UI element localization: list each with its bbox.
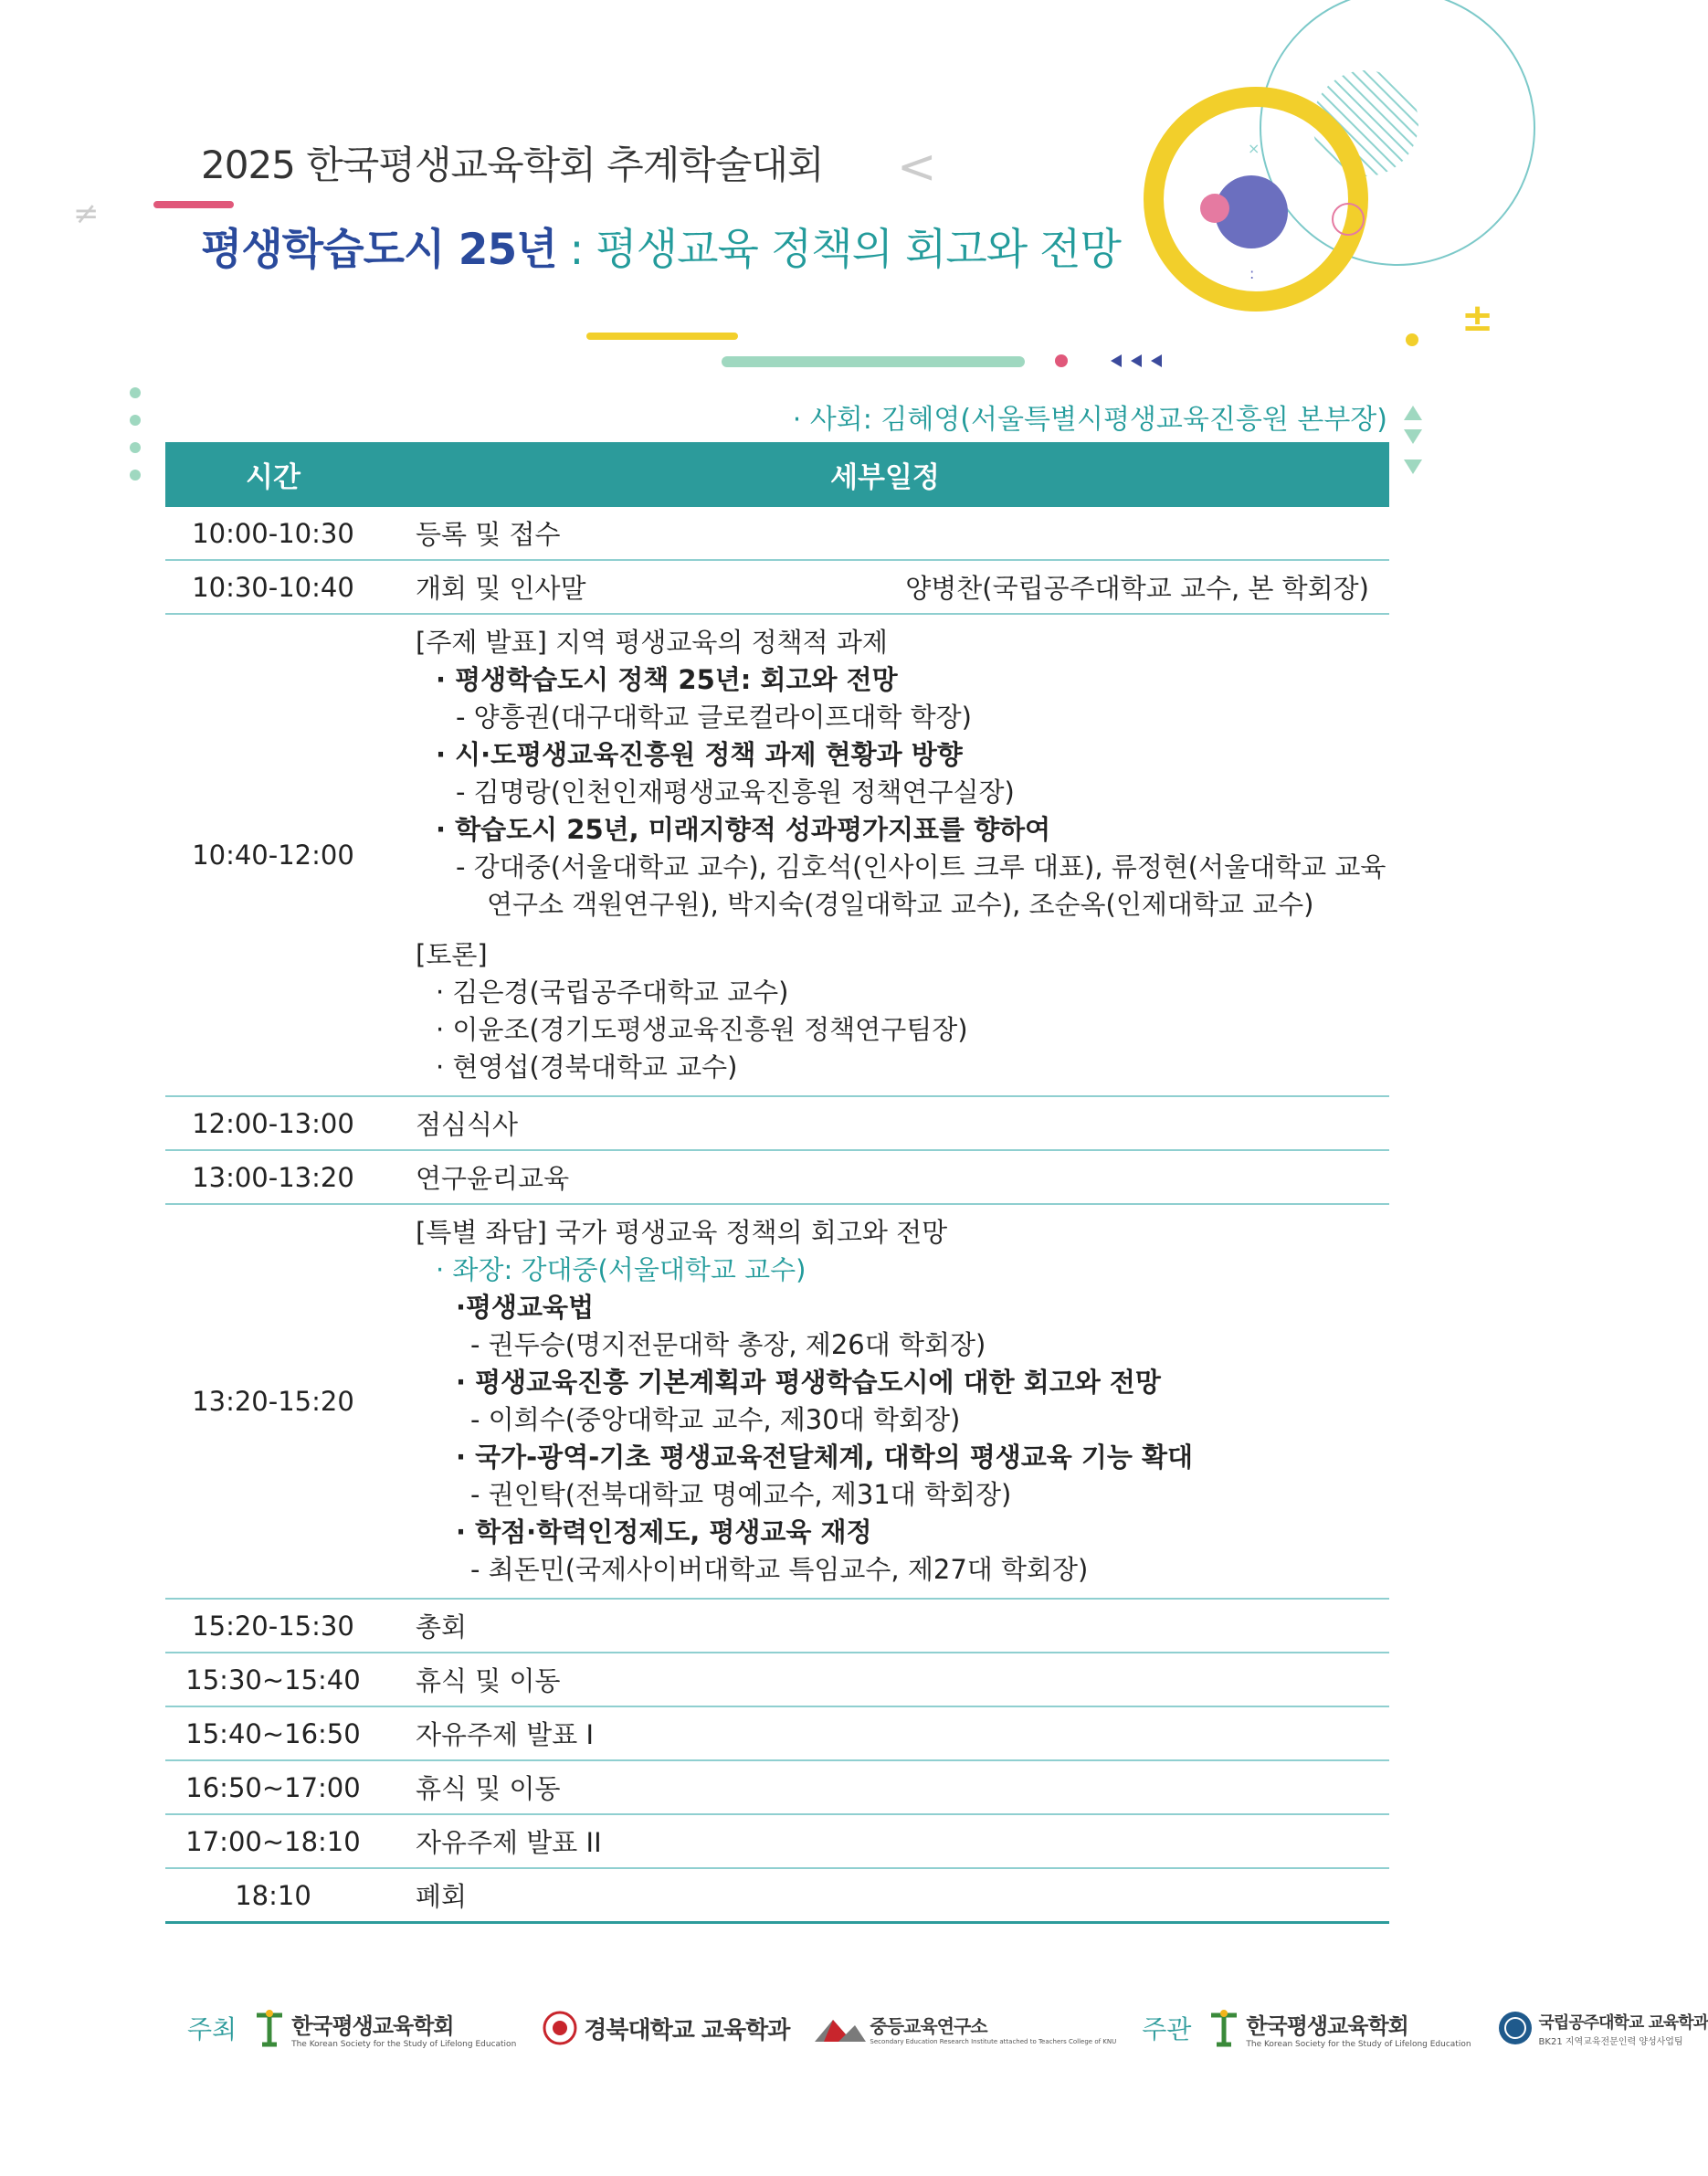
- table-row: [165, 507, 1389, 560]
- seri-mountain-icon: [815, 2014, 866, 2042]
- col-header-detail: 세부일정: [381, 442, 1389, 507]
- table-row: [165, 614, 1389, 1096]
- time-cell: 10:00-10:30: [165, 507, 381, 560]
- discussant: · 김은경(국립공주대학교 교수): [436, 977, 789, 1008]
- time-cell: 13:20-15:20: [165, 1204, 381, 1599]
- svg-text:<: <: [897, 140, 937, 195]
- panelist: - 권인탁(전북대학교 명예교수, 제31대 학회장): [470, 1479, 1012, 1510]
- detail-cell: 휴식 및 이동: [381, 1760, 1389, 1814]
- table-row: [165, 1653, 1389, 1706]
- detail-text: 개회 및 인사말: [416, 573, 586, 604]
- host-label: 주최: [187, 2014, 237, 2044]
- svg-text:±: ±: [1461, 295, 1494, 340]
- table-row: [165, 1096, 1389, 1150]
- detail-cell: 연구윤리교육: [381, 1150, 1389, 1204]
- logo-kssle: [253, 2008, 516, 2049]
- discussant: · 이윤조(경기도평생교육진흥원 정책연구팀장): [436, 1014, 968, 1045]
- time-cell: 16:50~17:00: [165, 1760, 381, 1814]
- detail-cell: [381, 1204, 1389, 1599]
- col-header-time: 시간: [165, 442, 381, 507]
- presenter-continued: 연구소 객원연구원), 박지숙(경일대학교 교수), 조순옥(인제대학교 교수): [487, 889, 1314, 920]
- time-cell: 18:10: [165, 1868, 381, 1923]
- discussion-heading: [토론]: [416, 939, 488, 970]
- main-title-secondary: : 평생교육 정책의 회고와 전망: [556, 225, 1121, 275]
- detail-cell: 폐회: [381, 1868, 1389, 1923]
- table-row: [165, 560, 1389, 614]
- logo-seri-name: 중등교육연구소: [870, 2014, 987, 2037]
- detail-cell: [381, 614, 1389, 1096]
- table-row: [165, 1760, 1389, 1814]
- presenter: - 강대중(서울대학교 교수), 김호석(인사이트 크루 대표), 류정현(서울대학교 교육: [456, 851, 1386, 882]
- table-row: [165, 1706, 1389, 1760]
- presenter: - 김명랑(인천인재평생교육진흥원 정책연구실장): [456, 776, 1015, 808]
- knu-emblem-icon: [542, 2010, 578, 2046]
- organizer-label: 주관: [1142, 2014, 1192, 2044]
- table-row: [165, 1599, 1389, 1653]
- kongju-seal-icon: [1497, 2010, 1534, 2046]
- chair: · 좌장: 강대중(서울대학교 교수): [436, 1254, 807, 1285]
- panelist: - 이희수(중앙대학교 교수, 제30대 학회장): [470, 1404, 961, 1435]
- logo-seri-subtitle: Secondary Education Research Institute attached to Teachers College of KNU: [870, 2037, 1117, 2045]
- detail-cell: 자유주제 발표 I: [381, 1706, 1389, 1760]
- table-row: [165, 1150, 1389, 1204]
- panelist: - 최돈민(국제사이버대학교 특임교수, 제27대 학회장): [470, 1554, 1089, 1585]
- topic-title: ·평생교육법: [456, 1292, 595, 1323]
- presentation-title: · 학습도시 25년, 미래지향적 성과평가지표를 향하여: [436, 814, 1051, 845]
- presentation-title: · 시·도평생교육진흥원 정책 과제 현황과 방향: [436, 739, 963, 770]
- session-heading: [주제 발표] 지역 평생교육의 정책적 과제: [416, 627, 888, 658]
- schedule-table: [165, 442, 1389, 1924]
- detail-cell: [381, 560, 1389, 614]
- presenter: - 양흥권(대구대학교 글로컬라이프대학 학장): [456, 702, 972, 733]
- speaker-text: 양병찬(국립공주대학교 교수, 본 학회장): [905, 573, 1369, 604]
- time-cell: 10:40-12:00: [165, 614, 381, 1096]
- deco-pink-circle: [1200, 194, 1229, 223]
- main-title: [201, 216, 1121, 277]
- host-line: · 사회: 김혜영(서울특별시평생교육진흥원 본부장): [792, 404, 1387, 436]
- detail-cell: 총회: [381, 1599, 1389, 1653]
- logo-knu-name: 경북대학교 교육학과: [584, 2016, 790, 2044]
- detail-cell: 휴식 및 이동: [381, 1653, 1389, 1706]
- svg-text:≠: ≠: [73, 195, 100, 232]
- logo-kssle-organizer: [1207, 2008, 1471, 2049]
- logo-knu: [542, 2010, 789, 2046]
- detail-cell: 등록 및 접수: [381, 507, 1389, 560]
- kssle-emblem-icon: [1207, 2008, 1240, 2048]
- session-heading: [특별 좌담] 국가 평생교육 정책의 회고와 전망: [416, 1217, 948, 1248]
- main-title-primary: 평생학습도시 25년: [201, 225, 557, 275]
- title-accent-bar: [153, 201, 234, 208]
- presentation-title: · 평생학습도시 정책 25년: 회고와 전망: [436, 664, 898, 695]
- logo-kssle-organizer-name: 한국평생교육학회: [1246, 2012, 1408, 2039]
- time-cell: 15:40~16:50: [165, 1706, 381, 1760]
- table-row: [165, 1814, 1389, 1868]
- time-cell: 15:20-15:30: [165, 1599, 381, 1653]
- time-cell: 15:30~15:40: [165, 1653, 381, 1706]
- logo-kongju-name: 국립공주대학교 교육학과: [1538, 2012, 1708, 2033]
- time-cell: 10:30-10:40: [165, 560, 381, 614]
- panelist: - 권두승(명지전문대학 총장, 제26대 학회장): [470, 1329, 986, 1360]
- detail-cell: 점심식사: [381, 1096, 1389, 1150]
- sponsors-footer: [187, 2001, 1708, 2055]
- table-row: [165, 1868, 1389, 1923]
- table-header-row: [165, 442, 1389, 507]
- time-cell: 12:00-13:00: [165, 1096, 381, 1150]
- logo-kongju-subtitle: BK21 지역교육전문인력 양성사업팀: [1538, 2036, 1683, 2047]
- discussant: · 현영섭(경북대학교 교수): [436, 1051, 738, 1083]
- svg-text::: :: [1249, 265, 1255, 282]
- time-cell: 17:00~18:10: [165, 1814, 381, 1868]
- time-cell: 13:00-13:20: [165, 1150, 381, 1204]
- svg-text:×: ×: [1248, 140, 1260, 157]
- logo-kssle-organizer-subtitle: The Korean Society for the Study of Lifelong Education: [1246, 2039, 1471, 2049]
- logo-kongju: [1497, 2010, 1708, 2047]
- table-row: [165, 1204, 1389, 1599]
- logo-seri: [815, 2012, 1116, 2045]
- topic-title: · 국가-광역-기초 평생교육전달체계, 대학의 평생교육 기능 확대: [456, 1442, 1194, 1473]
- topic-title: · 평생교육진흥 기본계획과 평생학습도시에 대한 회고와 전망: [456, 1367, 1161, 1398]
- kssle-emblem-icon: [253, 2008, 286, 2048]
- topic-title: · 학점·학력인정제도, 평생교육 재정: [456, 1516, 872, 1547]
- detail-cell: 자유주제 발표 II: [381, 1814, 1389, 1868]
- event-title: 2025 한국평생교육학회 추계학술대회: [201, 143, 824, 187]
- logo-kssle-subtitle: The Korean Society for the Study of Lifelong Education: [291, 2039, 517, 2049]
- logo-kssle-name: 한국평생교육학회: [291, 2012, 454, 2039]
